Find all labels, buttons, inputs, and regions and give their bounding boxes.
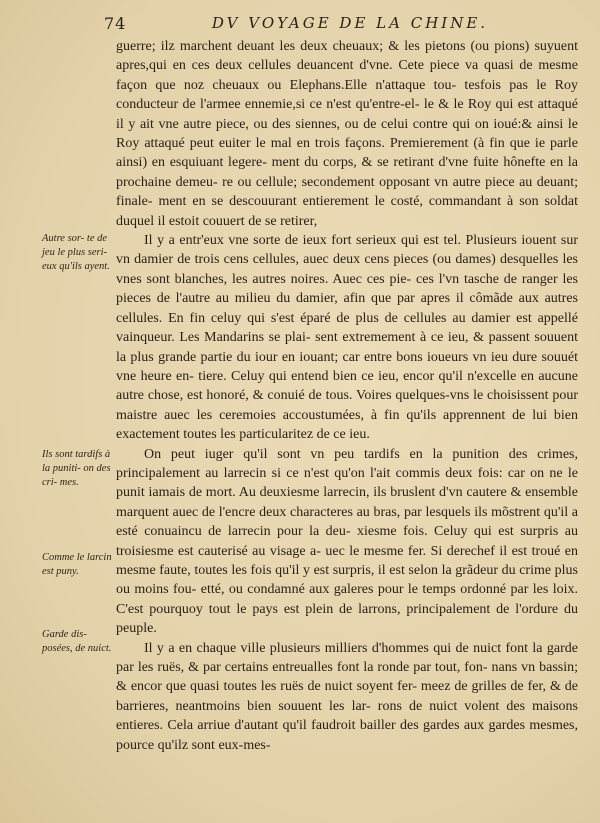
running-head: DV VOYAGE DE LA CHINE. — [211, 14, 489, 32]
margin-note: Ils sont tardifs à la puniti- on des cri- mes. — [42, 449, 111, 488]
margin-note: Comme le larcin est puny. — [42, 552, 112, 577]
paragraph: On peut iuger qu'il sont vn peu tardifs en la punition des crimes, principalement au larrecin si ce n'est qu'on l'ait commis deux fois: car on ne le punit iamais de mort. Au deuxiesme larrecin, ils bruslent d'vn cautere & ensemble marquent auec de l'encre deux characteres au bras, par lesquels ils mõstrent qu'il a esté conuaincu de larrecin pour la deu- xiesme fois. Celuy qui est surpris au troisiesme est cauterisé au visage a- uec le mesme fer. Si derechef il est troué en mesme faute, toutes les fois qu'il y est surpris, il est selon la grãdeur du crime plus ou moins fou- etté, ou condamné aux galeres pour le temps ordonné par les loix. C'est pourquoy tout le pays est plein de larrons, principalement de l'ordure du peuple. — [116, 446, 578, 637]
page-header — [100, 8, 560, 38]
paragraph: guerre; ilz marchent deuant les deux cheuaux; & les pietons (ou pions) suyuent apres,qui en ces deux cellules deuancent d'vne. Cete piece va quasi de mesme façon que noz cheuaux ou Elephans.Elle n'attaque tou- tesfois pas le Roy conducteur de l'armee ennemie,si ce n'est qu'entre-el- le & le Roy qui est attaqué il y ait vne autre piece, ou des siennes, ou de celui contre qui on ioué:& ainsi le Roy attaqué peut euiter le mal en trois façons. Premierement (à fin que ie parle ainsi) en esquiuant legere- ment du corps, & se retirant d'vne fuite hônefte en la prochaine demeu- re ou cellule; secondement opposant vn autre piece au deuant; finale- ment en se descouurant entierement le costé, commandant à son soldat duquel il estoit couuert de se retirer, — [116, 39, 578, 229]
paragraph: Il y a en chaque ville plusieurs milliers d'hommes qui de nuict font la garde par les ruës, & par certains entreualles font la ronde par tout, fon- nans vn bassin; & encor que quasi toutes les ruës de nuict soyent fer- meez de grilles de fer, & de barrieres, neantmoins bien souuent les lar- rons de nuict volent des maisons entieres. Cela arriue d'autant qu'il faudroit bailler des gardes aux gardes mesmes, pource qu'ilz sont eux-mes- — [116, 640, 578, 753]
body-text — [116, 37, 578, 755]
page-number: 74 — [104, 14, 127, 33]
margin-note: Garde dis- posées, de nuict. — [42, 629, 112, 654]
paragraph: Il y a entr'eux vne sorte de ieux fort serieux qui est tel. Plusieurs iouent sur vn damier de trois cens cellules, auec deux cens pieces (ou dames) desquelles les vnes sont blanches, les autres noires. Auec ces pie- ces l'vn tasche de ranger les pieces de l'autre au milieu du damier, afin que par apres il cômãde aux autres cellules. En fin celuy qui s'est éparé de plus de cellules au damier est appellé vainqueur. Les Mandarins se plai- sent extremement à ce ieu, & passent souuent la plus grande partie du iour en iouant; car entre bons ioueurs vn ieu dure souuét vne heure en- tiere. Celuy qui entend bien ce ieu, encor qu'il n'excelle en aucune autre chose, est honoré, & conuié de tous. Voires quelques-vns le choisissent pour maistre auec les ceremoies accoustumées, à fin qu'ils apprennent de lui bien exactement toutes les particularitez de ce ieu. — [116, 233, 578, 443]
margin-note: Autre sor- te de jeu le plus seri- eux qu'ils ayent. — [42, 233, 110, 272]
